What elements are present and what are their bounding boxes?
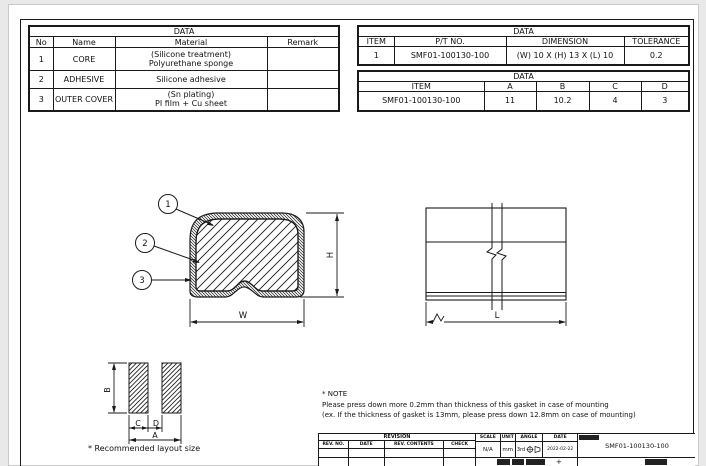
cell-name: OUTER COVER <box>53 89 115 111</box>
layout-view <box>103 363 181 444</box>
cell-no: 2 <box>29 71 53 89</box>
dim-label-l: L <box>494 311 500 321</box>
dim-arrowhead <box>190 320 197 324</box>
col-header-tolerance: TOLERANCE <box>624 37 689 47</box>
approval-row <box>476 458 577 466</box>
illegible-label-stub <box>526 459 545 465</box>
side-view <box>426 203 566 326</box>
illegible-label-stub <box>497 459 510 465</box>
cell-no: 1 <box>29 48 53 71</box>
col-header-remark: Remark <box>267 37 339 48</box>
dim-arrowhead <box>129 426 135 429</box>
mounting-note <box>322 389 636 421</box>
angle-label: ANGLE <box>516 434 544 441</box>
cell-name: CORE <box>53 48 115 71</box>
callout-number-3: 3 <box>139 276 145 286</box>
cross-section-view <box>133 195 345 328</box>
third-angle-projection-icon <box>526 445 541 454</box>
cell-b: 10.2 <box>536 92 589 111</box>
date-value: 2022-02-22 <box>547 447 574 452</box>
layout-pad-right <box>162 363 181 413</box>
rev-col-header-date: DATE <box>349 441 385 448</box>
rev-col-header-check: CHECK <box>451 442 469 447</box>
col-header-item: ITEM <box>358 37 394 47</box>
cell-dimension: (W) 10 X (H) 13 X (L) 10 <box>506 47 624 65</box>
revision-empty-row <box>319 458 475 466</box>
scale-label: SCALE <box>476 434 501 441</box>
cell-item: 1 <box>358 47 394 65</box>
col-header-ptno: P/T NO. <box>394 37 506 47</box>
layout-pad-left <box>129 363 148 413</box>
illegible-label-stub <box>579 435 599 440</box>
cell-no: 3 <box>29 89 53 111</box>
title-block <box>318 433 695 466</box>
illegible-label-stub <box>512 459 524 465</box>
cell-name: ADHESIVE <box>53 71 115 89</box>
col-header-c: C <box>589 82 641 92</box>
callout-number-2: 2 <box>142 239 148 249</box>
rev-col-header-contents: REV. CONTENTS <box>385 441 445 448</box>
dim-arrowhead <box>142 426 148 429</box>
revision-section <box>319 434 476 466</box>
col-header-no: No <box>29 37 53 48</box>
unit-label: UNIT <box>501 435 514 440</box>
cell-ptno: SMF01-100130-100 <box>394 47 506 65</box>
dim-arrowhead <box>559 320 566 324</box>
callout-number-1: 1 <box>165 200 171 210</box>
revision-empty-row <box>319 449 475 458</box>
dim-arrowhead <box>174 438 181 442</box>
dim-label-a: A <box>152 431 158 440</box>
angle-value-cell <box>516 442 544 457</box>
cell-tolerance: 0.2 <box>624 47 689 65</box>
spec-table-title: DATA <box>358 26 689 37</box>
rev-col-header-no: REV. NO. <box>319 441 349 448</box>
dim-label-w: W <box>238 311 248 321</box>
dim-label-c: C <box>135 419 141 428</box>
cell-a: 11 <box>484 92 536 111</box>
revision-title: REVISION <box>383 434 411 440</box>
dwg-no-value: SMF01-100130-100 <box>605 441 669 450</box>
col-header-d: D <box>641 82 689 92</box>
material-table-title: DATA <box>29 26 339 37</box>
dim-arrowhead <box>335 289 339 296</box>
dim-arrowhead <box>112 406 116 413</box>
scale-section <box>476 434 578 466</box>
cell-material: Silicone adhesive <box>115 71 267 89</box>
dim-label-d: D <box>152 419 160 428</box>
scale-value: N/A <box>476 442 501 457</box>
col-header-a: A <box>484 82 536 92</box>
cell-d: 3 <box>641 92 689 111</box>
illegible-label-stub <box>645 459 667 465</box>
cell-c: 4 <box>589 92 641 111</box>
dim-arrowhead <box>335 214 339 221</box>
col-header-dimension: DIMENSION <box>506 37 624 47</box>
dim-arrowhead <box>426 320 433 324</box>
cell-material: (Sn plating) PI film + Cu sheet <box>115 89 267 111</box>
cell-material: (Silicone treatment) Polyurethane sponge <box>115 48 267 71</box>
note-line-2: (ex. If the thickness of gasket is 13mm, please press down 12.8mm on case of mounting) <box>322 411 636 419</box>
col-header-material: Material <box>115 37 267 48</box>
break-line <box>487 203 496 310</box>
col-header-item: ITEM <box>358 82 484 92</box>
abcd-table-title: DATA <box>358 71 689 82</box>
cell-item: SMF01-100130-100 <box>358 92 484 111</box>
dim-label-b: B <box>103 387 112 393</box>
dim-arrowhead <box>129 438 136 442</box>
col-header-name: Name <box>53 37 115 48</box>
layout-caption: * Recommended layout size <box>88 444 201 453</box>
dim-arrowhead <box>112 363 116 370</box>
break-line <box>497 203 506 310</box>
side-view-outline <box>426 208 566 300</box>
unit-value: mm <box>501 442 516 457</box>
col-header-b: B <box>536 82 589 92</box>
angle-value: 3rd <box>516 446 526 453</box>
date-label: DATE <box>553 435 567 440</box>
dwg-no-section <box>578 434 695 466</box>
note-title: * NOTE <box>322 390 348 398</box>
approval-mark: + <box>556 458 562 466</box>
note-line-1: Please press down more 0.2mm than thickness of this gasket in case of mounting <box>322 400 609 409</box>
dim-break-zigzag <box>433 314 444 322</box>
dim-arrowhead <box>297 320 304 324</box>
dim-label-h: H <box>326 251 336 259</box>
